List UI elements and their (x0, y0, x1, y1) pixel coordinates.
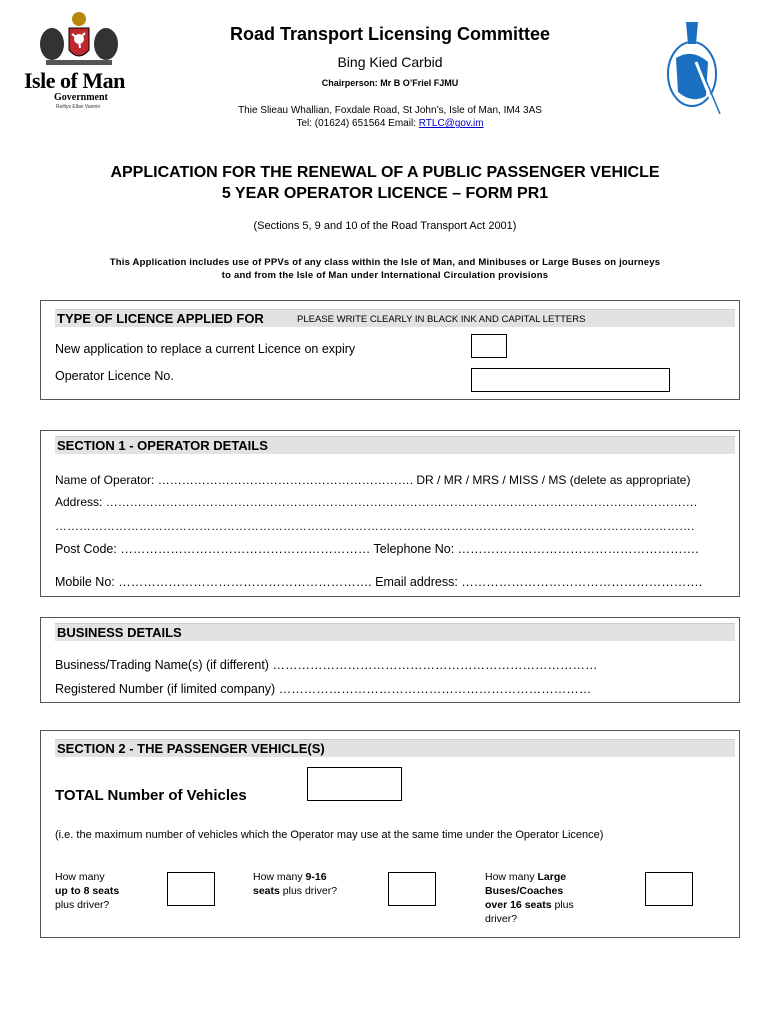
chairperson: Chairperson: Mr B O’Friel FJMU (321, 78, 459, 88)
form-title-line1: APPLICATION FOR THE RENEWAL OF A PUBLIC PASSENGER VEHICLE (110, 164, 660, 181)
business-bar (55, 623, 735, 641)
new-application-label: New application to replace a current Licence on expiry (55, 342, 356, 356)
logo-name: Isle of Man (24, 68, 125, 93)
address-line: Thie Slieau Whallian, Foxdale Road, St John’s, Isle of Man, IM4 3AS (238, 105, 542, 116)
address-line2-field[interactable]: ……………………………………………………………………………………………………………………………………………. (55, 519, 695, 533)
licence-type-heading: TYPE OF LICENCE APPLIED FOR (57, 311, 264, 326)
q2-text-c: seats (253, 885, 280, 897)
passenger-vehicles-section (40, 730, 740, 938)
business-heading: BUSINESS DETAILS (57, 625, 182, 640)
q3-text-a: How many (485, 871, 538, 883)
large-buses-field[interactable] (645, 872, 693, 906)
q3-line4: driver? (485, 913, 518, 925)
info-logo-icon (666, 18, 722, 114)
operator-name-field[interactable]: Name of Operator: ………………………………………………………. DR / MR / MRS / MISS / MS (delete as appropriate) (55, 473, 691, 487)
q1-line3: plus driver? (55, 899, 110, 911)
q2-text-a: How many (253, 871, 306, 883)
isle-of-man-government-logo (24, 10, 134, 110)
logo-government: Government (54, 92, 108, 103)
coat-of-arms-icon (24, 10, 134, 68)
up-to-8-label (55, 870, 155, 912)
committee-title: Road Transport Licensing Committee (229, 24, 551, 44)
total-vehicles-field[interactable] (307, 767, 402, 801)
section2-bar (55, 739, 735, 757)
new-application-checkbox[interactable] (471, 334, 507, 358)
contact-prefix: Tel: (01624) 651564 Email: (296, 118, 419, 129)
q2-line2 (253, 884, 373, 898)
operator-no-field[interactable] (471, 368, 670, 392)
total-explanation: (i.e. the maximum number of vehicles which the Operator may use at the same time under the Operator Licence) (55, 829, 604, 841)
licence-type-section (40, 300, 740, 400)
large-buses-label (485, 870, 615, 926)
intro-text (40, 256, 730, 282)
operator-details-section (40, 430, 740, 597)
ink-instruction: PLEASE WRITE CLEARLY IN BLACK INK AND CAPITAL LETTERS (297, 314, 586, 325)
q3-text-c: Buses/Coaches (485, 885, 564, 897)
q1-line1: How many (55, 871, 105, 883)
section2-heading: SECTION 2 - THE PASSENGER VEHICLE(S) (57, 741, 325, 756)
q2-line1 (253, 870, 373, 884)
q3-line2 (485, 884, 615, 898)
form-title-line2: 5 YEAR OPERATOR LICENCE – FORM PR1 (221, 185, 549, 202)
section1-heading: SECTION 1 - OPERATOR DETAILS (57, 438, 268, 453)
act-reference: (Sections 5, 9 and 10 of the Road Transport Act 2001) (253, 220, 517, 232)
postcode-telephone-field[interactable]: Post Code: …………………………………………………… Telephone No: …………………………………………………. (55, 542, 699, 556)
rtlc-logo (666, 18, 722, 114)
trading-name-field[interactable]: Business/Trading Name(s) (if different) …………………………………………………………………… (55, 658, 598, 672)
total-vehicles-label: TOTAL Number of Vehicles (55, 787, 247, 804)
q3-text-d: over 16 seats (485, 899, 552, 911)
nine-to-16-label (253, 870, 373, 898)
q2-text-b: 9-16 (305, 871, 327, 883)
registered-number-field[interactable]: Registered Number (if limited company) ………………………………………………………………… (55, 682, 592, 696)
address-field[interactable]: Address: …………………………………………………………………………………………………………………………………. (55, 495, 698, 509)
contact-line (150, 117, 630, 130)
q3-text-e: plus (551, 899, 574, 911)
intro-line2: to and from the Isle of Man under International Circulation provisions (221, 270, 549, 281)
q2-text-d: plus driver? (279, 885, 338, 897)
q3-text-b: Large (537, 871, 567, 883)
q1-line2: up to 8 seats (55, 885, 120, 897)
nine-to-16-field[interactable] (388, 872, 436, 906)
section1-bar (55, 436, 735, 454)
address-block (150, 104, 630, 130)
q3-line3 (485, 898, 615, 912)
form-title (40, 162, 730, 204)
mobile-email-field[interactable]: Mobile No: ……………………………………………………. Email address: …………………………………………………. (55, 575, 703, 589)
committee-subtitle: Bing Kied Carbid (337, 54, 443, 70)
q3-line1 (485, 870, 615, 884)
intro-line1: This Application includes use of PPVs of any class within the Isle of Man, and Minibuses or Large Buses on journeys (109, 257, 661, 268)
email-link[interactable]: RTLC@gov.im (418, 118, 484, 129)
operator-no-label: Operator Licence No. (55, 369, 174, 383)
logo-tagline: Reiltys Ellan Vannin (56, 104, 101, 110)
up-to-8-field[interactable] (167, 872, 215, 906)
licence-type-bar (55, 309, 735, 327)
business-details-section (40, 617, 740, 703)
